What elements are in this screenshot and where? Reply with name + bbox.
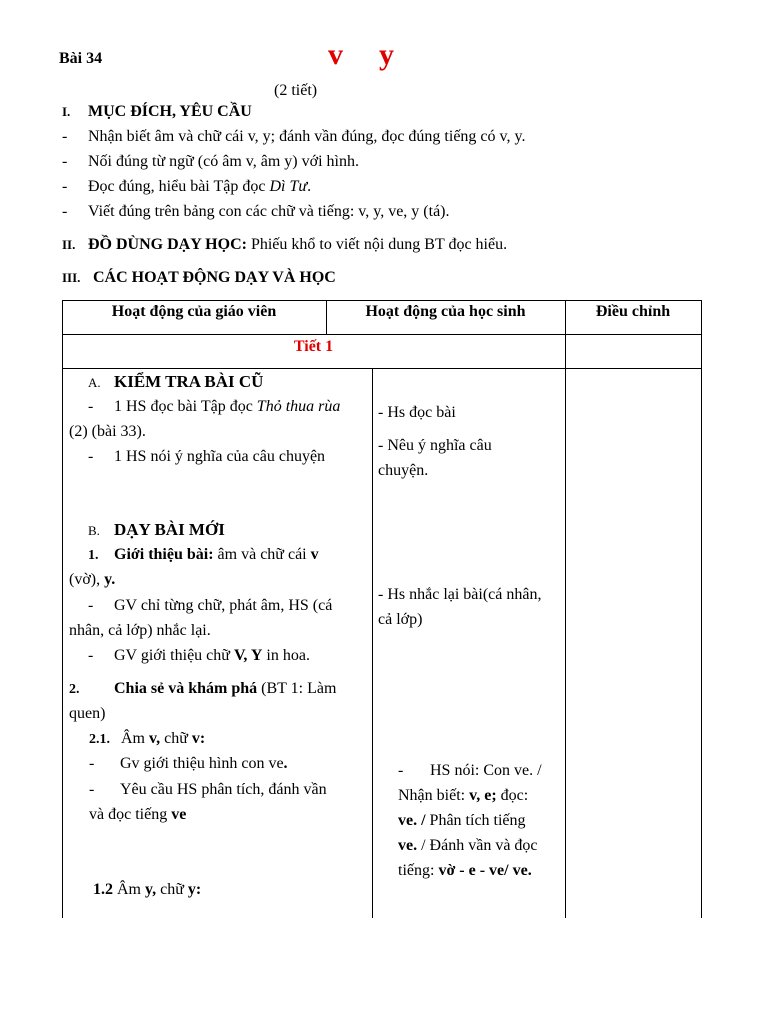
- intro-lesson: 1. Giới thiệu bài: âm và chữ cái v: [88, 546, 319, 563]
- student-activity: - Nêu ý nghĩa câu: [378, 437, 492, 454]
- section-a-heading: A. KIỂM TRA BÀI CŨ: [88, 372, 264, 391]
- objective-item: - Nhận biết âm và chữ cái v, y; đánh vần đúng, đọc đúng tiếng có v, y.: [62, 128, 526, 145]
- teacher-step: - Yêu cầu HS phân tích, đánh vần: [89, 781, 327, 798]
- student-activity: - Hs đọc bài: [378, 404, 456, 421]
- duration: (2 tiết): [274, 82, 318, 99]
- explore-heading: 2. Chia sẻ và khám phá (BT 1: Làm: [69, 680, 337, 697]
- sound-y-heading: 1.2 Âm y, chữ y:: [93, 881, 202, 898]
- student-activity-cont: chuyện.: [378, 462, 429, 479]
- teacher-step: - GV giới thiệu chữ V, Y in hoa.: [88, 647, 310, 664]
- teacher-step: - GV chỉ từng chữ, phát âm, HS (cá: [88, 597, 333, 614]
- section-objectives-heading: [62, 103, 252, 121]
- objective-item: - Nối đúng từ ngữ (có âm v, âm y) với hình.: [62, 153, 359, 170]
- section-title: CÁC HOẠT ĐỘNG DẠY VÀ HỌC: [93, 269, 336, 286]
- sound-v-heading: 2.1. Âm v, chữ v:: [89, 730, 206, 747]
- teacher-step: - 1 HS nói ý nghĩa của câu chuyện: [88, 448, 326, 465]
- table-border: [565, 300, 566, 918]
- teacher-step-cont: và đọc tiếng ve: [89, 806, 187, 823]
- teacher-step: - 1 HS đọc bài Tập đọc Thỏ thua rùa: [88, 398, 341, 415]
- student-activity-cont: ve. / Phân tích tiếng: [398, 812, 526, 829]
- table-border: [62, 368, 63, 918]
- table-border: [62, 300, 702, 301]
- table-border: [372, 368, 373, 918]
- intro-lesson-cont: (vờ), y.: [69, 571, 116, 588]
- teacher-step-cont: (2) (bài 33).: [69, 423, 146, 440]
- table-border: [62, 334, 702, 335]
- title-letter-v: v: [328, 38, 343, 71]
- student-activity: - Hs nhắc lại bài(cá nhân,: [378, 586, 542, 603]
- section-title: MỤC ĐÍCH, YÊU CẦU: [88, 103, 252, 120]
- student-activity-cont: ve. / Đánh vần và đọc: [398, 837, 538, 854]
- objective-item: - Đọc đúng, hiểu bài Tập đọc Dì Tư.: [62, 178, 312, 195]
- section-number: II.: [62, 237, 76, 252]
- explore-heading-cont: quen): [69, 705, 106, 722]
- section-text: Phiếu khổ to viết nội dung BT đọc hiểu.: [246, 236, 508, 253]
- teacher-step: - Gv giới thiệu hình con ve.: [89, 755, 288, 772]
- lesson-number: Bài 34: [59, 50, 103, 67]
- header-adjustment: Điều chỉnh: [595, 303, 671, 320]
- period-label: Tiết 1: [293, 338, 334, 355]
- section-title: ĐỒ DÙNG DẠY HỌC:: [88, 236, 247, 253]
- objective-item: - Viết đúng trên bảng con các chữ và tiếng: v, y, ve, y (tá).: [62, 203, 450, 220]
- section-number: III.: [62, 270, 81, 285]
- student-activity-cont: tiếng: vờ - e - ve/ ve.: [398, 862, 532, 879]
- title-letter-y: y: [379, 38, 394, 71]
- student-activity: - HS nói: Con ve. /: [398, 762, 542, 779]
- section-activities-heading: [62, 269, 336, 287]
- header-teacher: Hoạt động của giáo viên: [111, 303, 277, 320]
- section-materials: [62, 236, 507, 254]
- teacher-step-cont: nhân, cả lớp) nhắc lại.: [69, 622, 211, 639]
- table-border: [701, 300, 702, 918]
- student-activity-cont: cả lớp): [378, 611, 423, 628]
- section-number: I.: [62, 104, 71, 119]
- section-b-heading: B. DẠY BÀI MỚI: [88, 520, 225, 539]
- header-student: Hoạt động của học sinh: [365, 303, 526, 320]
- student-activity-cont: Nhận biết: v, e; đọc:: [398, 787, 529, 804]
